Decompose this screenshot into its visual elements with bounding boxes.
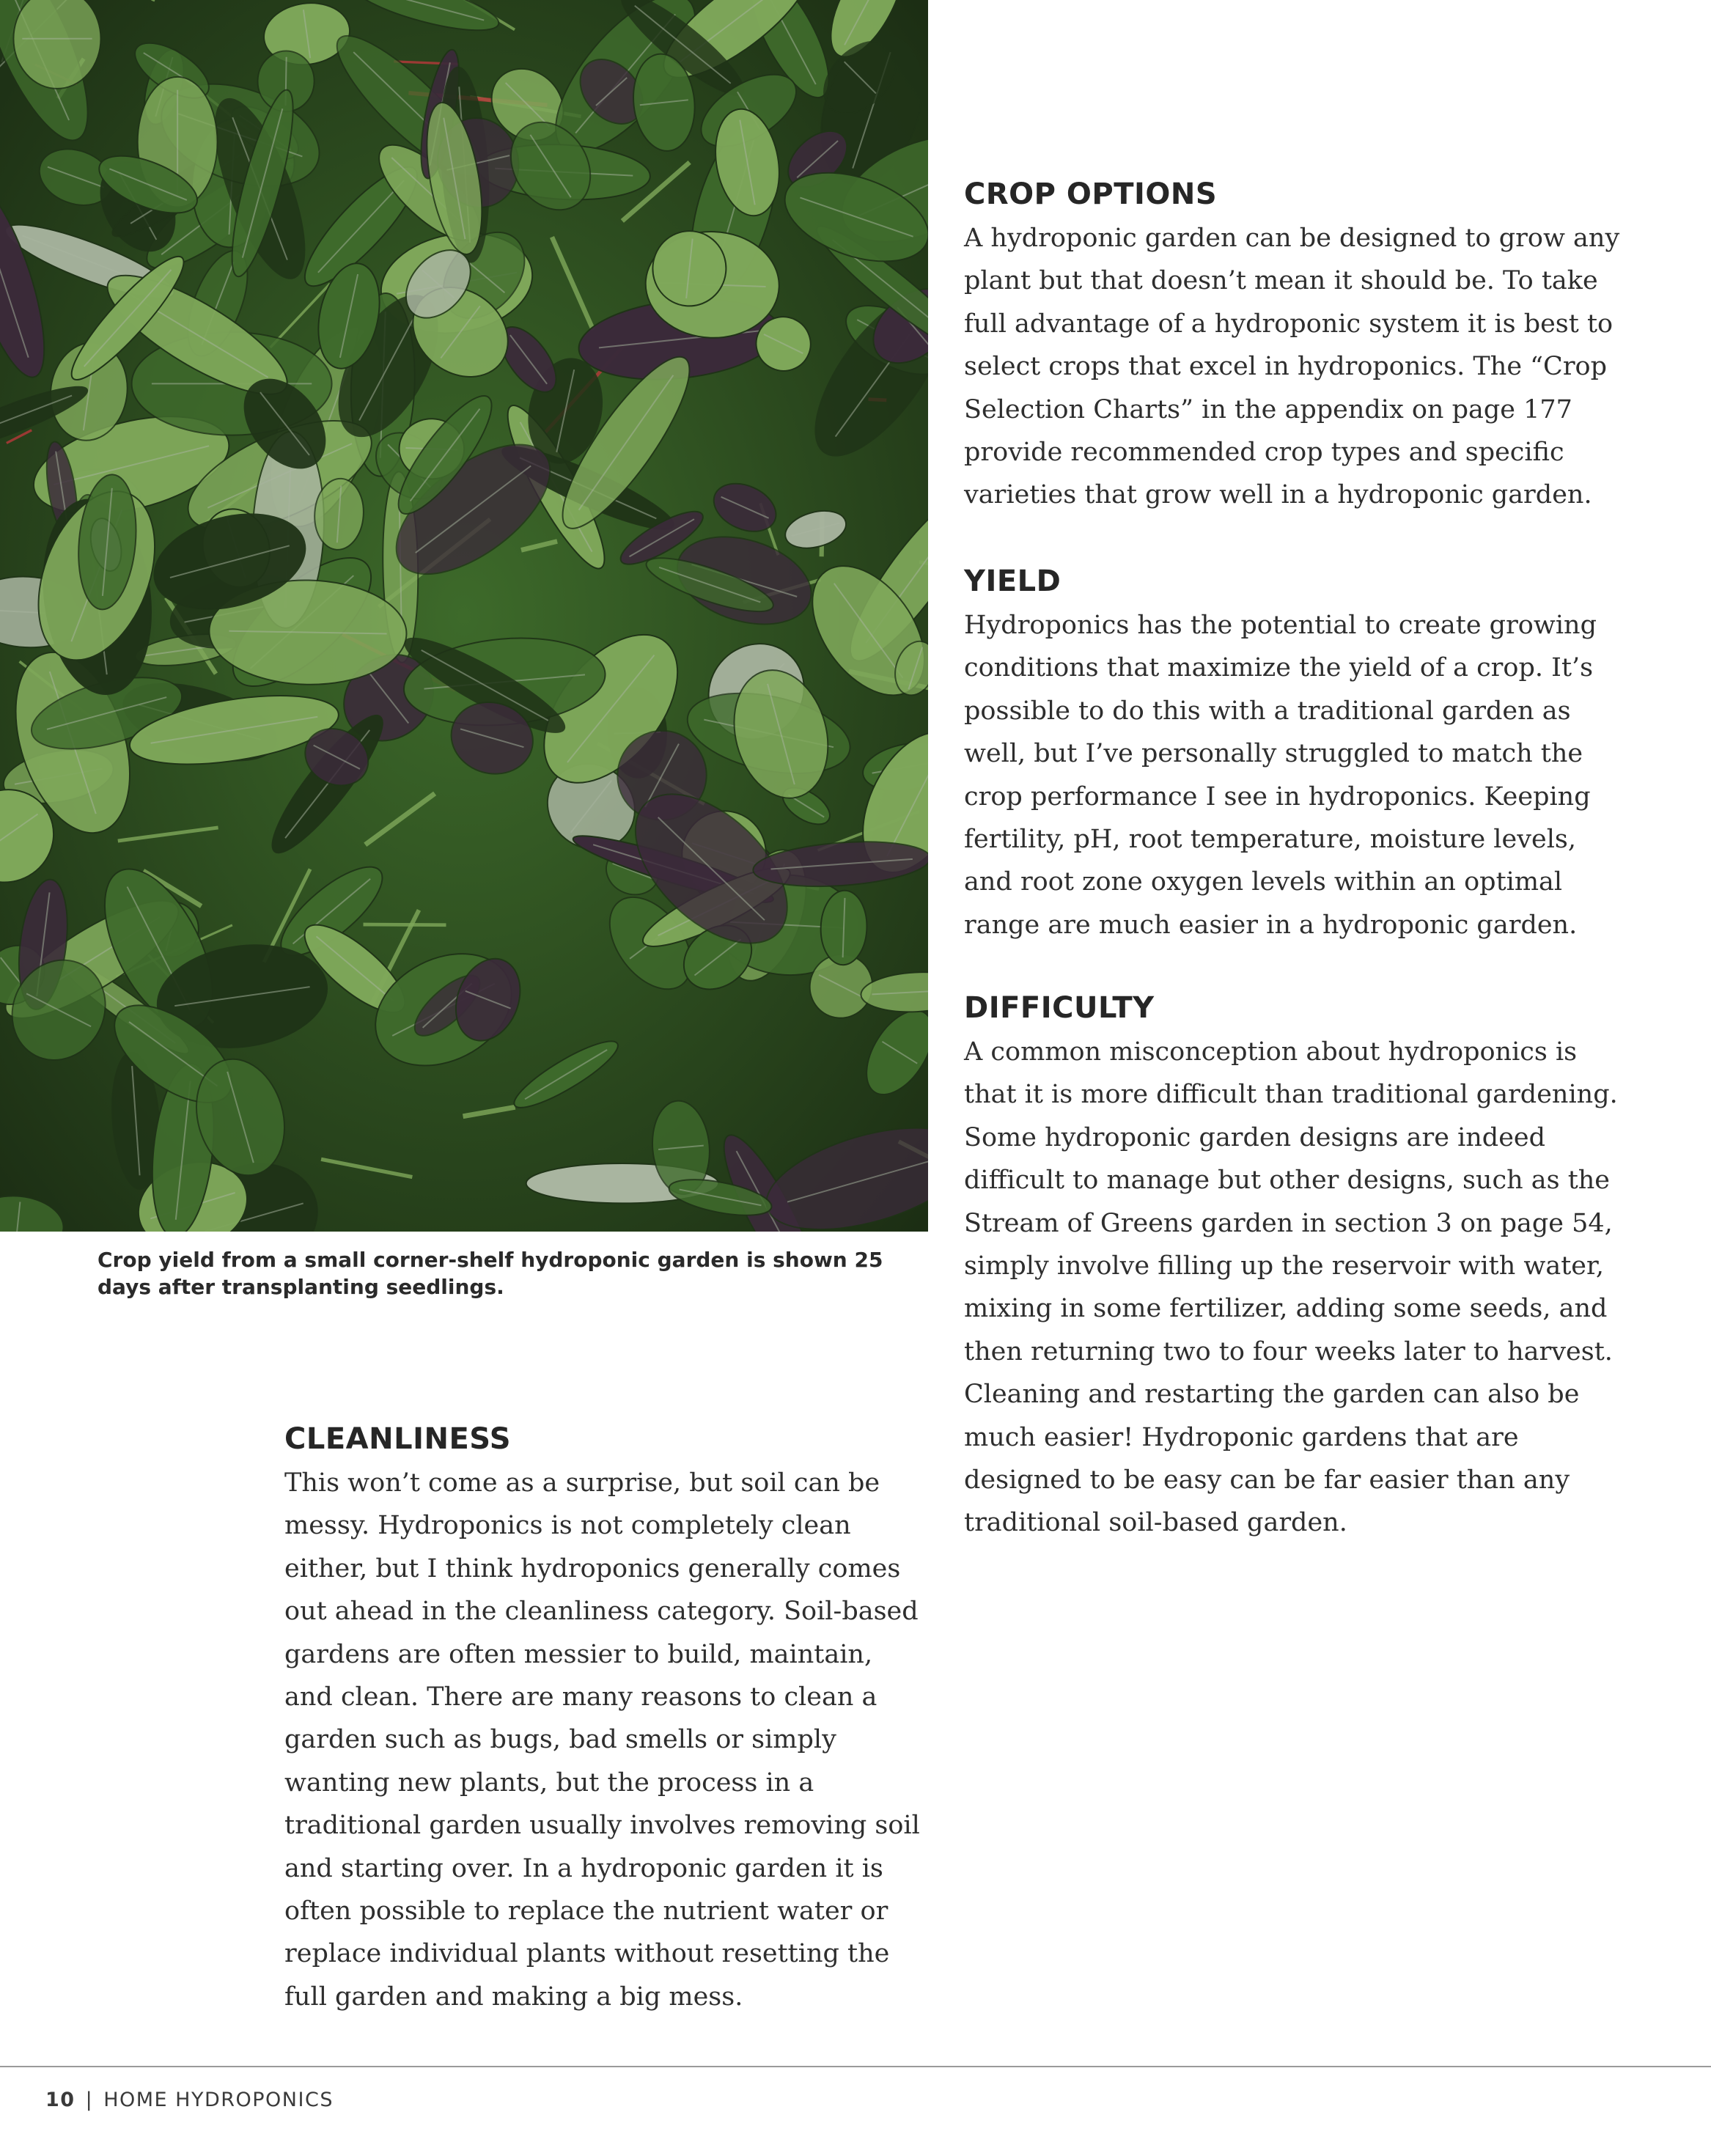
crop-options-body: A hydroponic garden can be designed to grow any plant but that doesn’t mean it should be. To take full advantage of a hydroponic system it is best to select crops that excel in hydroponics. The “Crop Selection Charts” in the appendix on page 177 provide recommended crop types and specific varieties that grow well in a hydroponic garden.: [964, 224, 1620, 510]
leaf: [13, 0, 100, 89]
yield-section: [964, 563, 1624, 946]
footer-divider: [0, 2066, 1711, 2067]
difficulty-section: [964, 990, 1624, 1545]
cleanliness-heading: CLEANLINESS: [284, 1422, 512, 1456]
cleanliness-body: This won’t come as a surprise, but soil can be messy. Hydroponics is not completely clean either, but I think hydroponics generally comes out ahead in the cleanliness category. Soil-based gardens are often messier to build, maintain, and clean. There are many reasons to clean a garden such as bugs, bad smells or simply wanting new plants, but the process in a traditional garden usually involves removing soil and starting over. In a hydroponic garden it is often possible to replace the nutrient water or replace individual plants without resetting the full garden and making a big mess.: [284, 1468, 920, 2012]
crop-options-heading: CROP OPTIONS: [964, 177, 1218, 211]
greens-photo: [0, 0, 928, 1232]
leaf-stem: [364, 924, 446, 925]
crop-options-section: [964, 176, 1624, 517]
difficulty-heading: DIFFICULTY: [964, 991, 1155, 1025]
leafy-greens-image: [0, 0, 928, 1232]
page-number: 10: [45, 2089, 76, 2111]
yield-body: Hydroponics has the potential to create growing conditions that maximize the yield of a crop. It’s possible to do this with a traditional garden as well, but I’ve personally struggled to match the crop performance I see in hydroponics. Keeping fertility, pH, root temperature, moisture levels, and root zone oxygen levels within an optimal range are much easier in a hydroponic garden.: [964, 611, 1597, 940]
page-footer: [45, 2088, 334, 2113]
book-title: HOME HYDROPONICS: [103, 2089, 334, 2111]
cleanliness-section: [284, 1421, 922, 2018]
footer-separator: |: [85, 2089, 94, 2111]
yield-heading: YIELD: [964, 564, 1061, 598]
photo-caption: Crop yield from a small corner-shelf hydroponic garden is shown 25 days after transplanting seedlings.: [97, 1248, 883, 1299]
difficulty-body: A common misconception about hydroponics is that it is more difficult than traditional gardening. Some hydroponic garden designs are indeed difficult to manage but other designs, such as the Stream of Greens garden in section 3 on page 54, simply involve filling up the reservoir with water, mixing in some fertilizer, adding some seeds, and then returning two to four weeks later to harvest. Cleaning and restarting the garden can also be much easier! Hydroponic gardens that are designed to be easy can be far easier than any traditional soil-based garden.: [964, 1037, 1618, 1538]
